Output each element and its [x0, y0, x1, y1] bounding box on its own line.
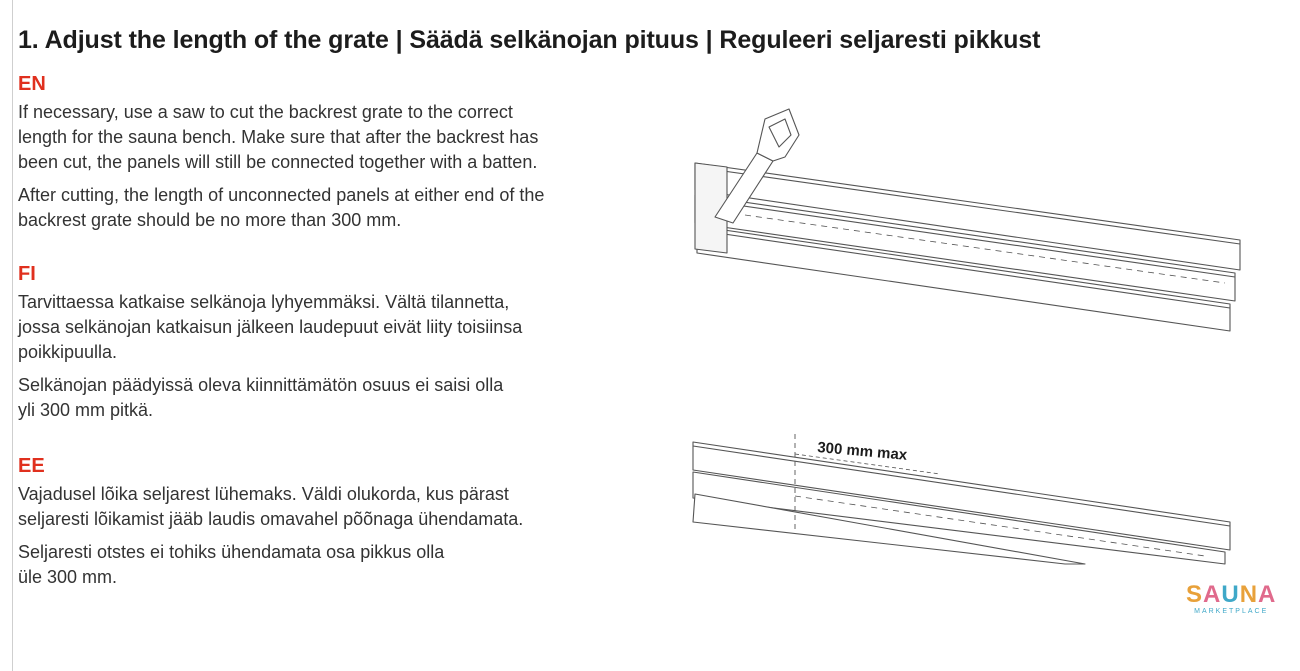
- lang-heading-en: EN: [18, 73, 46, 95]
- lang-heading-fi: FI: [18, 263, 36, 285]
- paragraph-en-1: If necessary, use a saw to cut the backrest grate to the correct length for the sauna bench. Make sure that after the backrest has been cut, the panels will still be connected together with a batten.: [18, 102, 539, 172]
- brand-letter: U: [1221, 581, 1240, 608]
- brand-subtitle: MARKETPLACE: [1194, 608, 1269, 615]
- saw-cutting-illustration: [685, 105, 1255, 340]
- max-length-illustration: [685, 432, 1245, 567]
- brand-letter: N: [1239, 581, 1259, 608]
- section-en: [18, 72, 658, 241]
- lang-heading-ee: EE: [18, 455, 45, 477]
- sauna-marketplace-logo: [1186, 583, 1276, 616]
- paragraph-ee-1: Vajadusel lõika seljarest lühemaks. Väldi olukorda, kus pärast seljaresti lõikamist jääb laudis omavahel põõnaga ühendamata.: [18, 484, 524, 529]
- page-margin-rule: [12, 0, 13, 671]
- brand-letter: A: [1203, 581, 1222, 608]
- paragraph-en-2: After cutting, the length of unconnected panels at either end of the backrest grate should be no more than 300 mm.: [18, 185, 545, 230]
- paragraph-fi-1: Tarvittaessa katkaise selkänoja lyhyemmäksi. Vältä tilannetta, jossa selkänojan katkaisun jälkeen laudepuut eivät liity toisiinsa poikkipuulla.: [18, 292, 523, 362]
- section-ee: [18, 454, 658, 598]
- brand-wordmark: [1186, 583, 1276, 607]
- brand-letter: S: [1186, 581, 1204, 608]
- dimension-label: 300 mm max: [816, 439, 908, 464]
- paragraph-ee-2: Seljaresti otstes ei tohiks ühendamata osa pikkus olla üle 300 mm.: [18, 542, 445, 587]
- paragraph-fi-2: Selkänojan päädyissä oleva kiinnittämätön osuus ei saisi olla yli 300 mm pitkä.: [18, 375, 504, 420]
- section-fi: [18, 262, 658, 431]
- brand-letter: A: [1258, 581, 1277, 608]
- page-title: 1. Adjust the length of the grate | Säädä selkänojan pituus | Reguleeri seljaresti pikkust: [18, 26, 1041, 54]
